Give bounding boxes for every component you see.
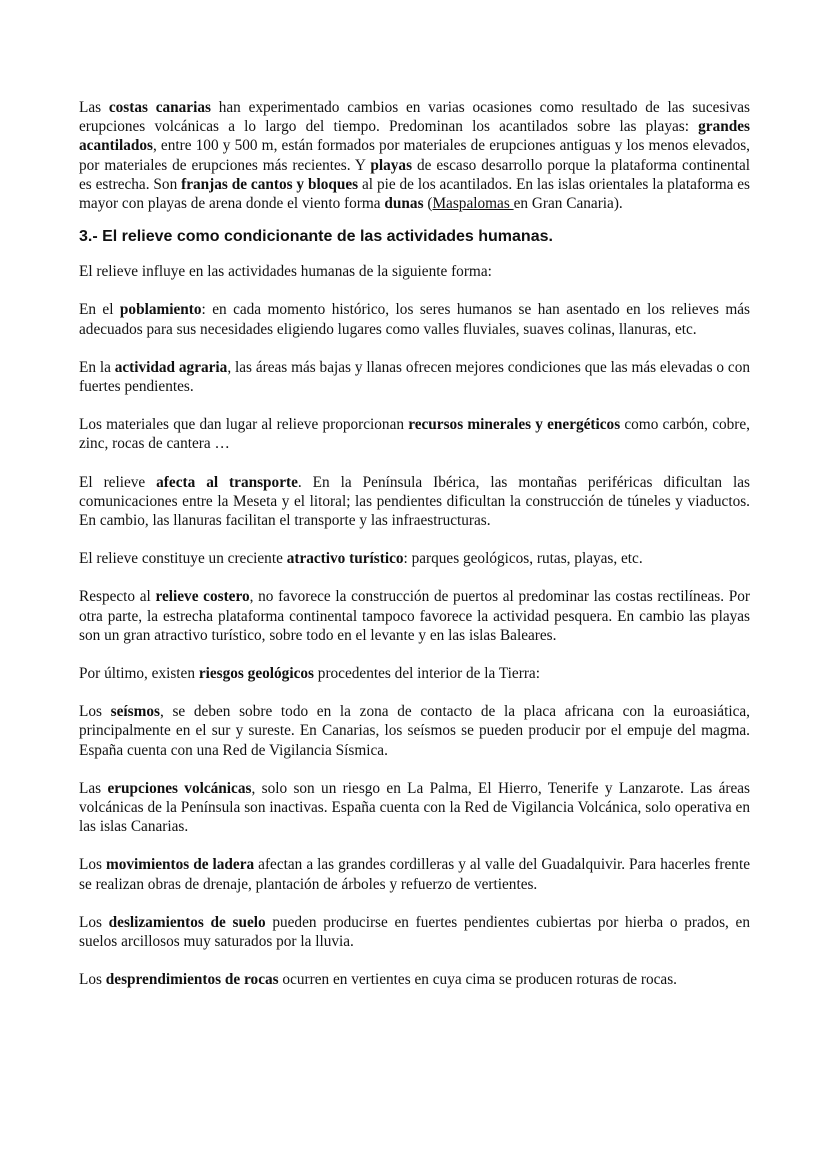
term-desprendimientos-rocas: desprendimientos de rocas: [105, 971, 279, 989]
paragraph-riesgos: Por último, existen riesgos geológicos procedentes del interior de la Tierra:: [79, 665, 540, 683]
document-page: [79, 98, 750, 990]
term-playas: playas: [370, 156, 413, 174]
paragraph-costas-canarias: Las costas canarias han experimentado cambios en varias ocasiones como resultado de las sucesivas erupciones volcánicas a lo largo del tiempo. Predominan los acantilados sobre las playas: grandes acantilados, entre 100 y 500 m, están formados por materiales de erupciones antiguas y los menos elevados, por materiales de erupciones más recientes. Y playas de escaso desarrollo porque la plataforma continental es estrecha. Son franjas de cantos y bloques al pie de los acantilados. En las islas orientales la plataforma es mayor con playas de arena donde el viento forma dunas (Maspalomas en Gran Canaria).: [79, 99, 751, 213]
term-costas-canarias: costas canarias: [108, 99, 211, 116]
paragraph-turistico: El relieve constituye un creciente atractivo turístico: parques geológicos, rutas, playas, etc.: [79, 550, 643, 568]
paragraph-actividad-agraria: En la actividad agraria, las áreas más bajas y llanas ofrecen mejores condiciones que las más elevadas o con fuertes pendientes.: [79, 358, 750, 396]
term-maspalomas: Maspalomas: [432, 195, 514, 213]
term-franjas-cantos: franjas de cantos y bloques: [181, 175, 359, 193]
term-atractivo-turistico: atractivo turístico: [286, 550, 404, 568]
paragraph-desprendimientos: Los desprendimientos de rocas ocurren en vertientes en cuya cima se producen roturas de rocas.: [79, 971, 677, 989]
term-dunas: dunas: [384, 195, 424, 213]
paragraph-seismos: Los seísmos, se deben sobre todo en la zona de contacto de la placa africana con la euroasiática, principalmente en el sur y sureste. En Canarias, los seísmos se pueden producir por el empuje del magma. España cuenta con una Red de Vigilancia Sísmica.: [79, 703, 750, 759]
paragraph-recursos: Los materiales que dan lugar al relieve proporcionan recursos minerales y energéticos como carbón, cobre, zinc, rocas de cantera …: [79, 416, 750, 453]
term-afecta-transporte: afecta al transporte: [156, 473, 298, 491]
section-heading: 3.- El relieve como condicionante de las actividades humanas.: [79, 228, 553, 246]
term-erupciones-volcanicas: erupciones volcánicas: [107, 779, 252, 797]
paragraph-relieve-costero: Respecto al relieve costero, no favorece la construcción de puertos al predominar las costas rectilíneas. Por otra parte, la estrecha plataforma continental tampoco favorece la actividad pesquera. En cambio las playas son un gran atractivo turístico, sobre todo en el levante y en las islas Baleares.: [79, 588, 750, 644]
paragraph-transporte: El relieve afecta al transporte. En la Península Ibérica, las montañas periféricas dificultan las comunicaciones entre la Meseta y el litoral; las pendientes dificultan la construcción de túneles y viaductos. En cambio, las llanuras facilitan el transporte y las infraestructuras.: [79, 473, 751, 530]
term-deslizamientos-suelo: deslizamientos de suelo: [108, 913, 266, 931]
term-relieve-costero: relieve costero: [155, 588, 250, 606]
paragraph-deslizamientos: Los deslizamientos de suelo pueden producirse en fuertes pendientes cubiertas por hierba o prados, en suelos arcillosos muy saturados por la lluvia.: [79, 913, 750, 951]
term-actividad-agraria: actividad agraria: [114, 358, 228, 376]
term-riesgos-geologicos: riesgos geológicos: [198, 665, 314, 683]
term-grandes-acantilados: grandes acantilados: [79, 118, 750, 155]
paragraph-poblamiento: En el poblamiento: en cada momento histórico, los seres humanos se han asentado en los relieves más adecuados para sus necesidades eligiendo lugares como valles fluviales, suaves colinas, llanuras, etc.: [79, 301, 751, 338]
term-movimientos-ladera: movimientos de ladera: [105, 856, 255, 874]
term-poblamiento: poblamiento: [119, 301, 202, 319]
paragraph-erupciones: Las erupciones volcánicas, solo son un riesgo en La Palma, El Hierro, Tenerife y Lanzarote. Las áreas volcánicas de la Península son inactivas. España cuenta con la Red de Vigilancia Volcánica, solo operativa en las islas Canarias.: [79, 779, 750, 836]
paragraph-intro: El relieve influye en las actividades humanas de la siguiente forma:: [79, 263, 492, 281]
term-recursos-minerales: recursos minerales y energéticos: [408, 416, 621, 434]
paragraph-ladera: Los movimientos de ladera afectan a las grandes cordilleras y al valle del Guadalquivir. Para hacerles frente se realizan obras de drenaje, plantación de árboles y refuerzo de vertientes.: [79, 856, 750, 893]
term-seismos: seísmos: [110, 703, 160, 721]
